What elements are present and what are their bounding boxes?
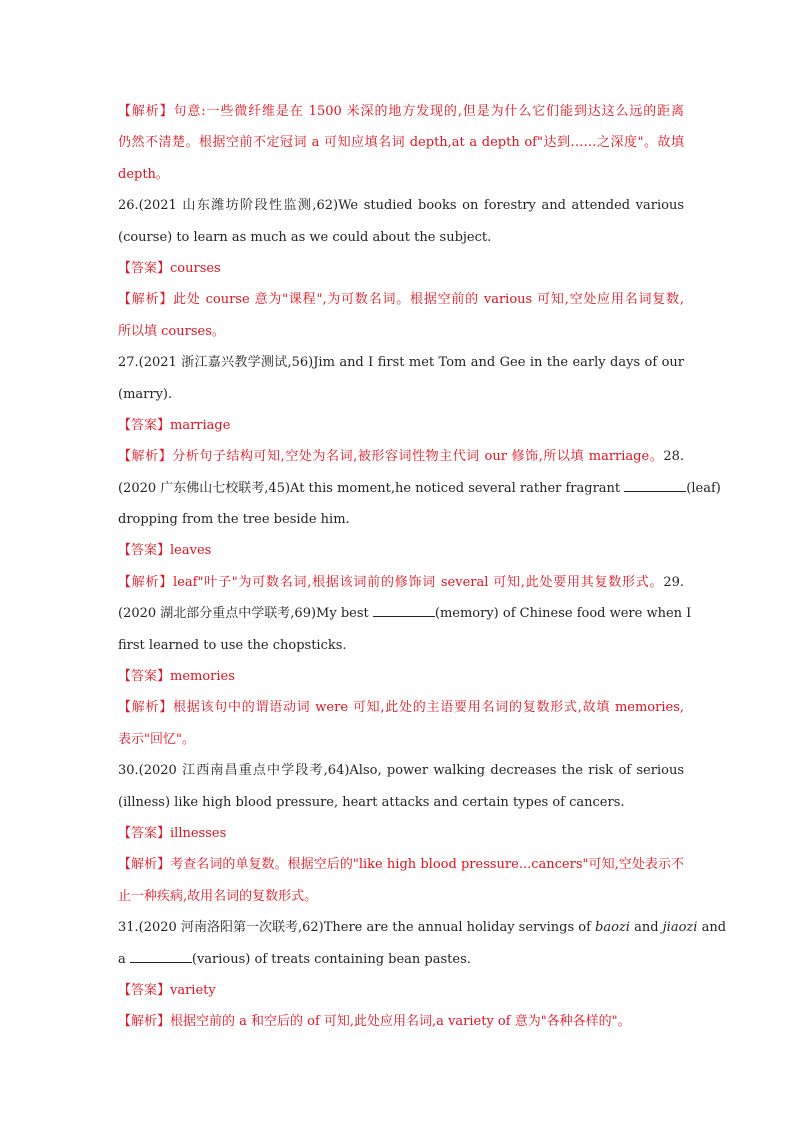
text-line — [118, 96, 684, 127]
text-line — [118, 410, 684, 441]
question-blank-q29 — [118, 598, 692, 661]
answer-blank — [373, 606, 435, 617]
question-text: (2020 广东佛山七校联考,45)At this moment,he noticed several rather fragrant — [118, 480, 625, 496]
text-line — [118, 347, 684, 378]
analysis-text: 【解析】考查名词的单复数。根据空后的"like high blood pressure...cancers"可知,空处表示不 — [118, 857, 684, 873]
question-text: (illness) like high blood pressure, heart attacks and certain types of cancers. — [118, 794, 625, 810]
answer-text: 【答案】leaves — [118, 543, 212, 559]
italic-word: baozi — [595, 920, 630, 936]
question-text: a — [118, 951, 130, 967]
text-line — [118, 787, 684, 818]
text-line — [118, 724, 684, 755]
text-line — [118, 567, 684, 598]
question-text: 27.(2021 浙江嘉兴教学测试,56)Jim and I first met Tom and Gee in the early days of our — [118, 355, 684, 371]
text-line — [118, 661, 684, 692]
analysis-text: 【解析】分析句子结构可知,空处为名词,被形容词性物主代词 our 修饰,所以填 marriage。 — [118, 449, 664, 465]
text-line — [118, 692, 684, 723]
answer-text: 【答案】courses — [118, 260, 221, 276]
text-line — [118, 912, 727, 943]
text-line — [118, 535, 684, 566]
text-line — [118, 379, 684, 410]
italic-word: jiaozi — [662, 920, 698, 936]
question-text: (leaf) — [686, 480, 721, 496]
analysis-with-next-a28 — [118, 567, 684, 598]
question-q26 — [118, 190, 684, 253]
text-line — [118, 253, 684, 284]
analysis-text: 【解析】leaf"叶子"为可数名词,根据该词前的修饰词 several 可知,此处要用其复数形式。 — [118, 574, 664, 590]
text-line — [118, 975, 684, 1006]
analysis-text: 【解析】根据该句中的谓语动词 were 可知,此处的主语要用名词的复数形式,故填 memories, — [118, 700, 684, 716]
text-line — [118, 630, 684, 661]
question-text: (memory) of Chinese food were when I — [434, 606, 692, 622]
question-q27 — [118, 347, 684, 410]
answer-ans27 — [118, 410, 684, 441]
analysis-text: 【解析】根据空前的 a 和空后的 of 可知,此处应用名词,a variety of 意为"各种各样的"。 — [118, 1014, 631, 1030]
analysis-text: depth。 — [118, 166, 169, 182]
answer-blank — [624, 481, 686, 492]
answer-ans26 — [118, 253, 684, 284]
analysis-with-next-a27 — [118, 441, 684, 472]
analysis-a25 — [118, 96, 684, 190]
analysis-a31 — [118, 1006, 684, 1037]
question-q30 — [118, 755, 684, 818]
text-line — [118, 284, 684, 315]
text-line — [118, 316, 684, 347]
answer-ans29 — [118, 661, 684, 692]
question31-q31 — [118, 912, 727, 975]
text-line — [118, 159, 684, 190]
text-line — [118, 127, 684, 158]
question-text: (marry). — [118, 386, 173, 402]
question-number: 28. — [663, 449, 684, 465]
analysis-a26 — [118, 284, 684, 347]
question-text: 26.(2021 山东潍坊阶段性监测,62)We studied books on forestry and attended various — [118, 198, 684, 214]
text-line — [118, 944, 684, 975]
question-text: (2020 湖北部分重点中学联考,69)My best — [118, 606, 373, 622]
question-number: 29. — [663, 574, 684, 590]
question-text: dropping from the tree beside him. — [118, 512, 350, 528]
answer-text: 【答案】variety — [118, 982, 216, 998]
answer-blank — [130, 952, 192, 963]
question-blank-q28 — [118, 473, 721, 536]
answer-ans30 — [118, 818, 684, 849]
text-line — [118, 1006, 684, 1037]
analysis-text: 仍然不清楚。根据空前不定冠词 a 可知应填名词 depth,at a depth of"达到……之深度"。故填 — [118, 135, 684, 151]
text-line — [118, 473, 721, 504]
page-content — [118, 96, 727, 1038]
text-line — [118, 881, 684, 912]
text-line — [118, 190, 684, 221]
text-line — [118, 849, 684, 880]
question-text: and — [629, 920, 663, 936]
answer-text: 【答案】marriage — [118, 417, 231, 433]
analysis-text: 【解析】句意:一些微纤维是在 1500 米深的地方发现的,但是为什么它们能到达这么远的距离 — [118, 104, 684, 119]
text-line — [118, 755, 684, 786]
answer-text: 【答案】memories — [118, 669, 235, 685]
analysis-text: 【解析】此处 course 意为"课程",为可数名词。根据空前的 various 可知,空处应用名词复数, — [118, 292, 684, 308]
analysis-a29 — [118, 692, 684, 755]
question-text: 31.(2020 河南洛阳第一次联考,62)There are the annual holiday servings of — [118, 920, 596, 936]
answer-text: 【答案】illnesses — [118, 825, 227, 841]
analysis-text: 表示"回忆"。 — [118, 731, 195, 747]
analysis-a30 — [118, 849, 684, 912]
question-text: 30.(2020 江西南昌重点中学段考,64)Also, power walking decreases the risk of serious — [118, 763, 684, 779]
text-line — [118, 441, 684, 472]
text-line — [118, 504, 684, 535]
question-text: and — [697, 920, 727, 936]
answer-ans28 — [118, 535, 684, 566]
analysis-text: 止一种疾病,故用名词的复数形式。 — [118, 888, 318, 904]
text-line — [118, 222, 684, 253]
text-line — [118, 598, 692, 629]
text-line — [118, 818, 684, 849]
question-text: (course) to learn as much as we could about the subject. — [118, 229, 492, 245]
analysis-text: 所以填 courses。 — [118, 323, 225, 339]
answer-ans31 — [118, 975, 684, 1006]
question-text: (various) of treats containing bean pastes. — [191, 951, 471, 967]
question-text: first learned to use the chopsticks. — [118, 637, 347, 653]
